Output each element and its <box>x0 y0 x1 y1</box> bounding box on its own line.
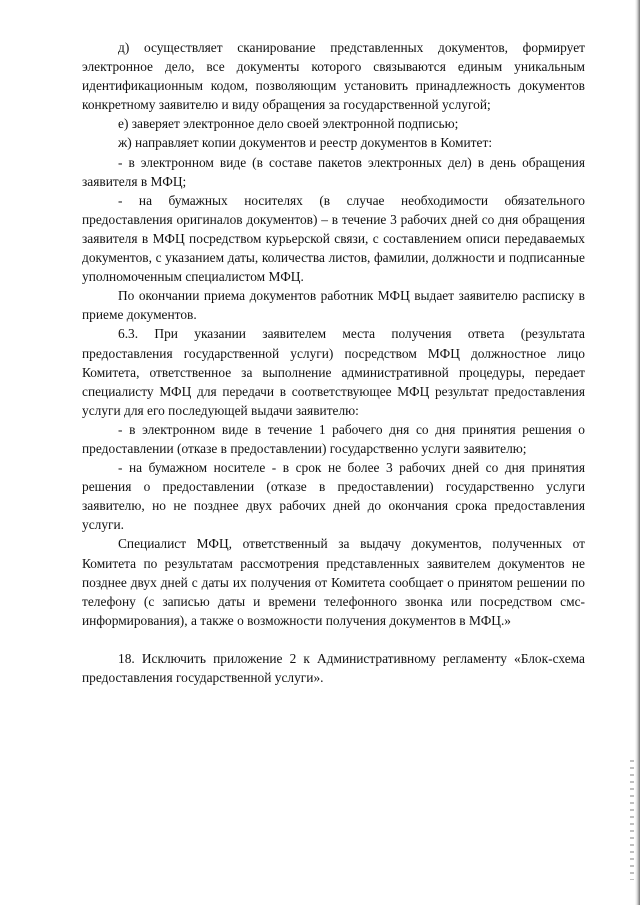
paragraph-item-18: 18. Исключить приложение 2 к Административному регламенту «Блок-схема предоставления государственной услуги». <box>82 650 585 685</box>
document-body <box>82 38 585 687</box>
paragraph-mfc-specialist: Специалист МФЦ, ответственный за выдачу документов, полученных от Комитета по результатам рассмотрения представленных заявителем документов не позднее двух дней с даты их получения от Комитета сообщает о принятом решении по телефону (с записью даты и времени телефонного звонка или посредством смс-информирования), а также о возможности получения документов в МФЦ.» <box>82 536 585 628</box>
paragraph-paper-form: - на бумажных носителях (в случае необходимости обязательного предоставления оригиналов документов) – в течение 3 рабочих дней со дня обращения заявителя в МФЦ посредством курьерской связи, с составлением описи передаваемых документов, с указанием даты, количества листов, фамилии, должности и подписанные уполномоченным специалистом МФЦ. <box>82 192 585 285</box>
scan-edge-shadow <box>635 0 640 905</box>
scan-noise-mark <box>630 760 634 880</box>
paragraph-result-paper: - на бумажном носителе - в срок не более 3 рабочих дней со дня принятия решения о предоставлении (отказе в предоставлении) государственно услуги заявителю, но не позднее двух рабочих дней до окончания срока предоставления услуги. <box>82 460 585 533</box>
paragraph-receipt: По окончании приема документов работник МФЦ выдает заявителю расписку в приеме документов. <box>82 288 585 323</box>
paragraph-6-3: 6.3. При указании заявителем места получения ответа (результата предоставления государственной услуги) посредством МФЦ должностное лицо Комитета, ответственное за выполнение административной процедуры, передает специалисту МФЦ для передачи в соответствующее МФЦ результат предоставления услуги для его последующей выдачи заявителю: <box>82 326 585 418</box>
paragraph-d-scanning: д) осуществляет сканирование представленных документов, формирует электронное дело, все документы которого связываются единым уникальным идентификационным кодом, позволяющим установить принадлежность документов конкретному заявителю и виду обращения за государственной услугой; <box>82 40 585 113</box>
paragraph-e-signature: е) заверяет электронное дело своей электронной подписью; <box>118 116 459 132</box>
paragraph-zh-send-copies: ж) направляет копии документов и реестр документов в Комитет: <box>118 135 493 151</box>
paragraph-result-electronic: - в электронном виде в течение 1 рабочего дня со дня принятия решения о предоставлении (отказе в предоставлении) государственно услуги заявителю; <box>82 421 585 456</box>
paragraph-electronic-form: - в электронном виде (в составе пакетов электронных дел) в день обращения заявителя в МФЦ; <box>82 154 585 189</box>
